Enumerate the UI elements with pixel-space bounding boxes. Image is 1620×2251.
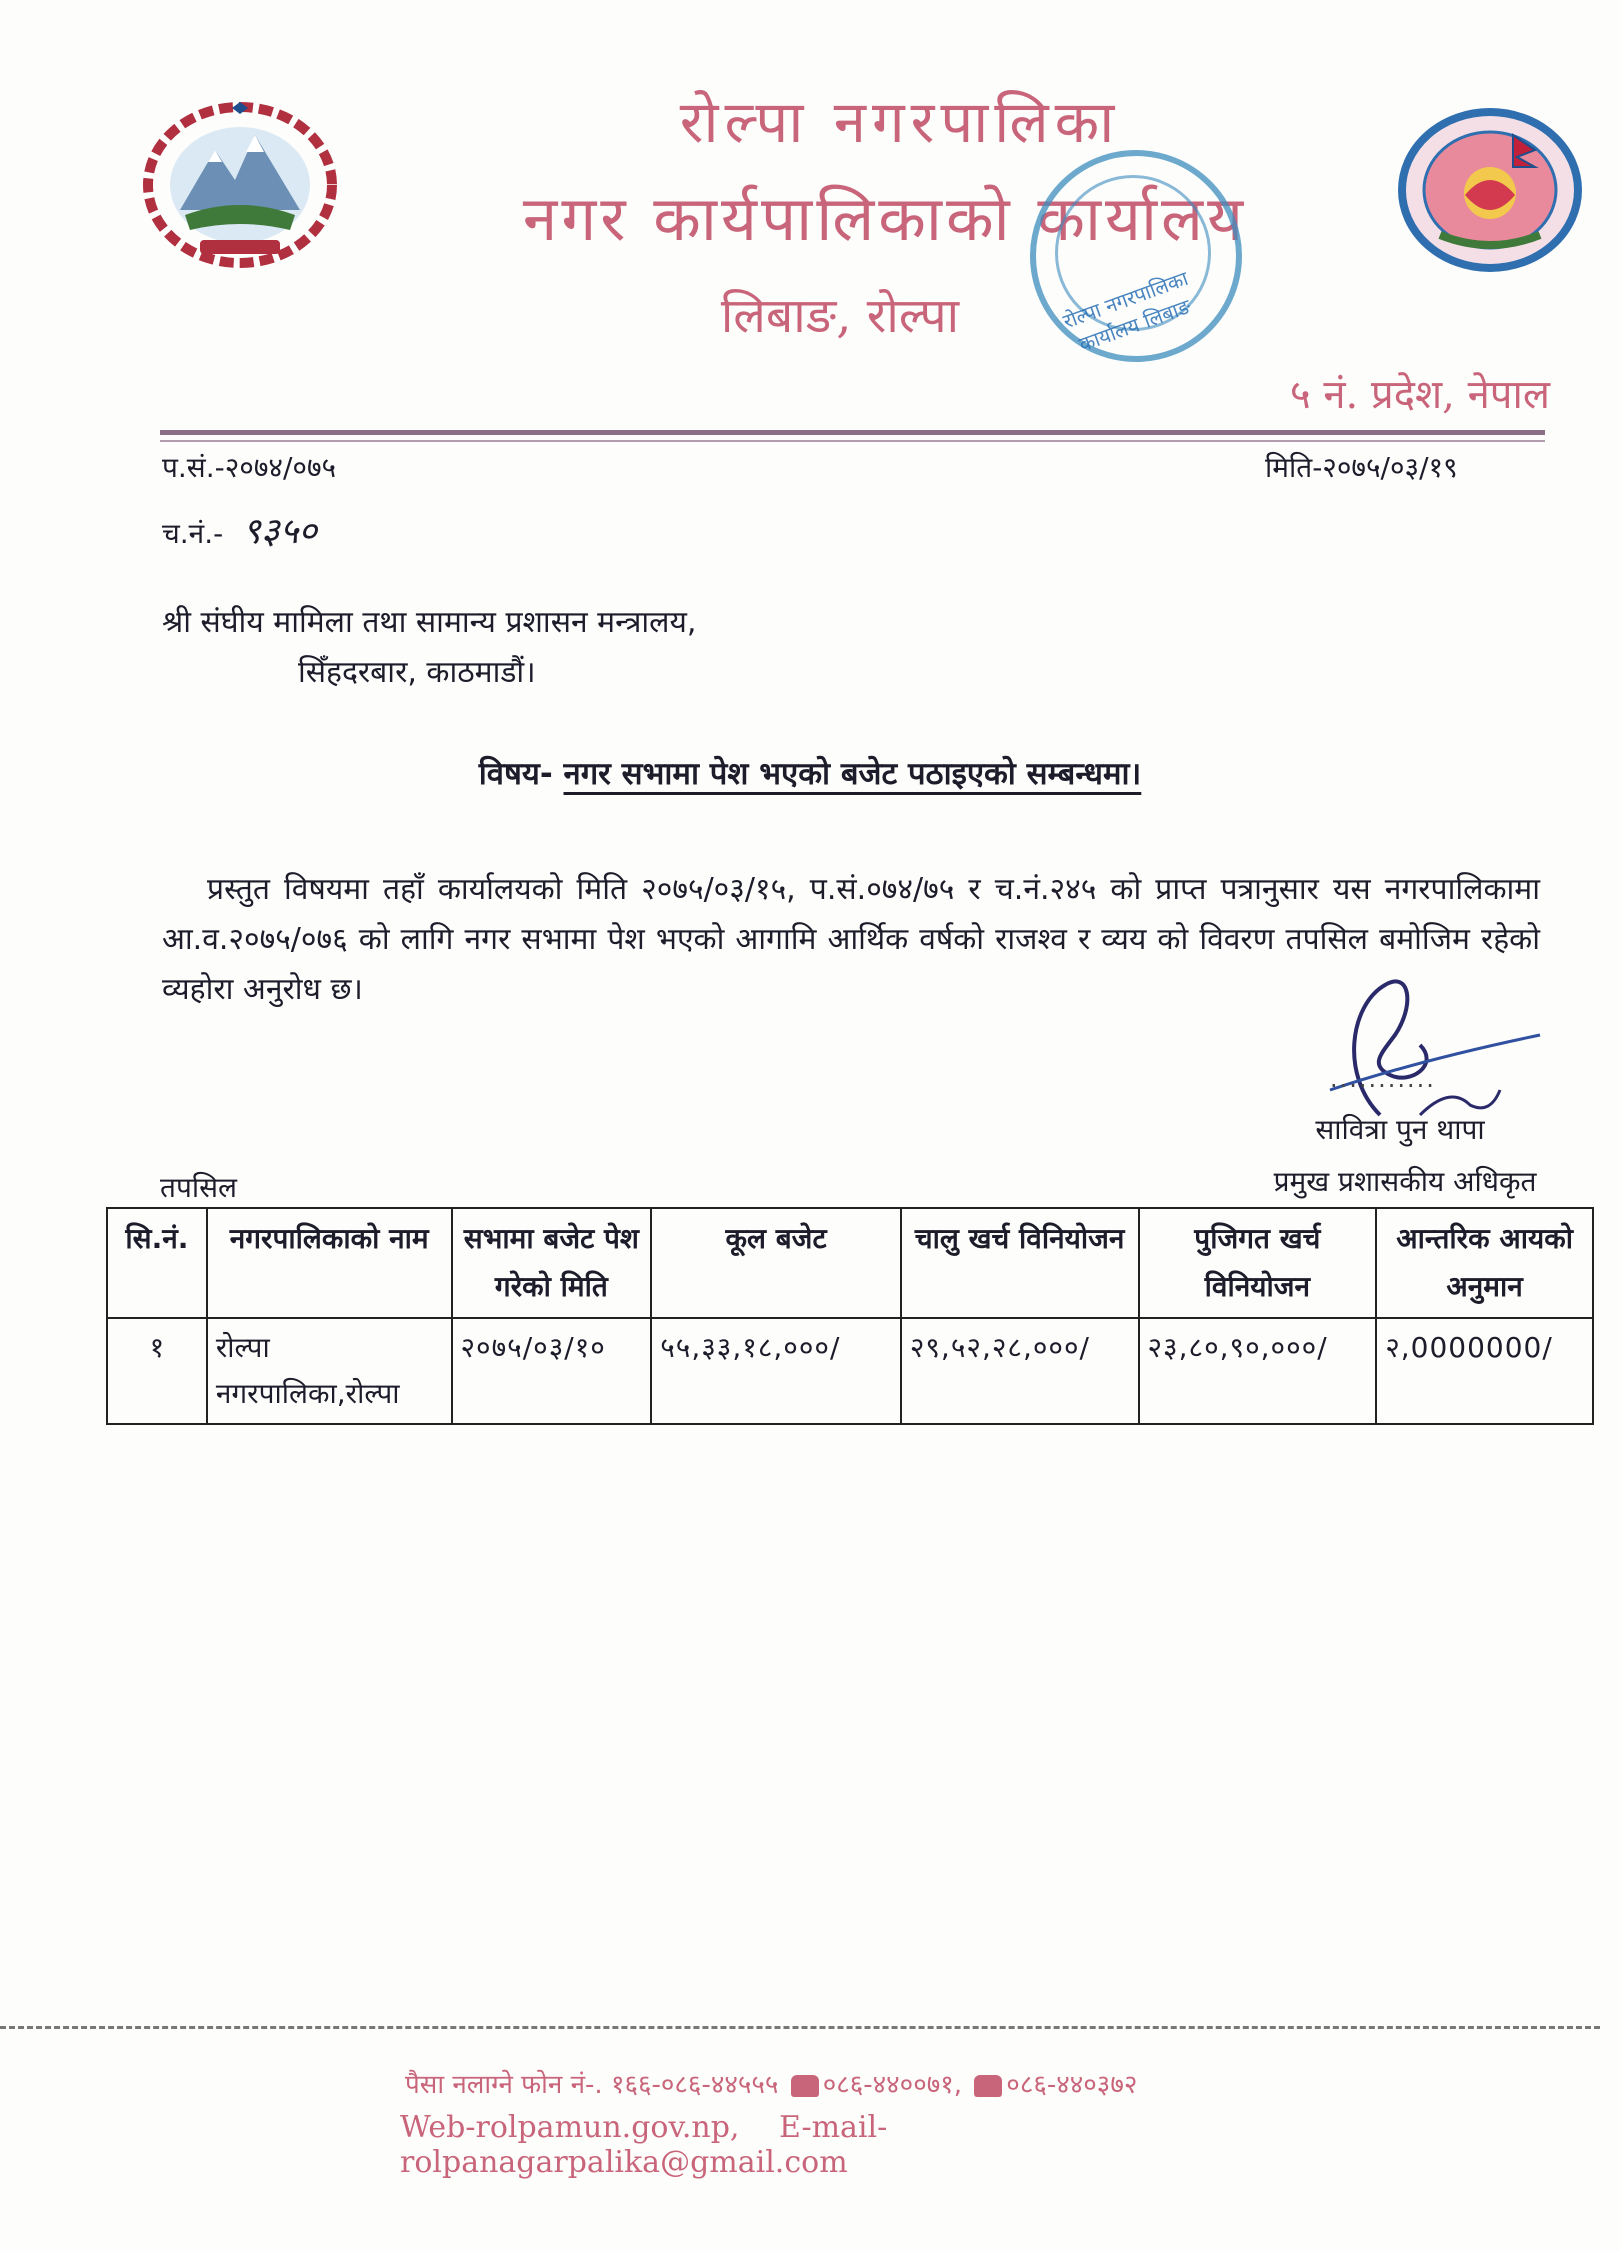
footer-phone-line <box>405 2065 1305 2101</box>
table-caption: तपसिल <box>160 1171 238 1204</box>
office-phone-1: ०८६-४४००७१, <box>822 2070 963 2100</box>
row-capital-expense: २३,८०,९०,०००/ <box>1139 1318 1377 1424</box>
telephone-icon <box>974 2075 1002 2097</box>
office-location: लिबाङ, रोल्पा <box>720 288 960 344</box>
email: E-mail- rolpanagarpalika@gmail.com <box>400 2110 888 2180</box>
header-submission-date: सभामा बजेट पेश गरेको मिति <box>452 1208 652 1318</box>
row-municipality-name: रोल्पा नगरपालिका,रोल्पा <box>207 1318 452 1424</box>
table-row <box>107 1318 1593 1424</box>
footer-divider <box>0 2026 1600 2029</box>
row-serial-number: १ <box>107 1318 207 1424</box>
website: Web-rolpamun.gov.np, <box>400 2110 740 2145</box>
chalani-label: च.नं.- <box>162 517 224 550</box>
header-serial-number: सि.नं. <box>107 1208 207 1318</box>
header-current-expense: चालु खर्च विनियोजन <box>901 1208 1139 1318</box>
signature-dots: ........... <box>1330 1065 1436 1093</box>
chalani-number: ९३५० <box>242 511 318 552</box>
nepal-government-emblem <box>140 100 340 270</box>
subject <box>330 752 1290 794</box>
toll-free-phone: पैसा नलाग्ने फोन नं-. १६६-०८६-४४५५५ <box>405 2070 779 2100</box>
row-total-budget: ५५,३३,१८,०००/ <box>651 1318 901 1424</box>
header-rule <box>160 430 1545 435</box>
subject-value: नगर सभामा पेश भएको बजेट पठाइएको सम्बन्धमा। <box>563 756 1142 792</box>
header-municipality-name: नगरपालिकाको नाम <box>207 1208 452 1318</box>
subject-label: विषय- <box>478 756 553 792</box>
recipient-line1: श्री संघीय मामिला तथा सामान्य प्रशासन मन्त्रालय, <box>162 605 697 640</box>
municipality-logo <box>1395 105 1585 275</box>
office-phone-2: ०८६-४४०३७२ <box>1006 2070 1138 2100</box>
row-submission-date: २०७५/०३/१० <box>452 1318 652 1424</box>
row-internal-revenue: २,0000000/ <box>1376 1318 1593 1424</box>
header-capital-expense: पुजिगत खर्च विनियोजन <box>1139 1208 1377 1318</box>
header-rule-thin <box>160 440 1545 442</box>
header-internal-revenue: आन्तरिक आयको अनुमान <box>1376 1208 1593 1318</box>
table-header-row <box>107 1208 1593 1318</box>
body-paragraph: प्रस्तुत विषयमा तहाँ कार्यालयको मिति २०७५/०३/१५, प.सं.०७४/७५ र च.नं.२४५ को प्राप्त पत्रानुसार यस नगरपालिकामा आ.व.२०७५/०७६ को लागि नगर सभामा पेश भएको आगामि आर्थिक वर्षको राजश्व र व्यय को विवरण तपसिल बमोजिम रहेको व्यहोरा अनुरोध छ। <box>162 872 1540 1007</box>
patra-sankhya: प.सं.-२०७४/०७५ <box>162 451 337 484</box>
budget-table <box>106 1207 1594 1425</box>
telephone-icon <box>791 2075 819 2097</box>
province-name: ५ नं. प्रदेश, नेपाल <box>1289 372 1550 418</box>
office-name: नगर कार्यपालिकाको कार्यालय <box>522 182 1248 255</box>
letter-date: मिति-२०७५/०३/१९ <box>1265 451 1458 484</box>
footer-web-line <box>400 2110 1300 2180</box>
signatory-name: सावित्रा पुन थापा <box>1315 1113 1485 1146</box>
header-total-budget: कूल बजेट <box>651 1208 901 1318</box>
signatory-title: प्रमुख प्रशासकीय अधिकृत <box>1273 1165 1537 1198</box>
official-stamp-text: रोल्पा नगरपालिका कार्यालय लिबाङ <box>1059 266 1194 357</box>
chalani-number-row <box>162 505 317 554</box>
recipient-line2: सिँहदरबार, काठमाडौं। <box>298 655 536 690</box>
municipality-name: रोल्पा नगरपालिका <box>679 88 1121 156</box>
row-current-expense: २९,५२,२८,०००/ <box>901 1318 1139 1424</box>
